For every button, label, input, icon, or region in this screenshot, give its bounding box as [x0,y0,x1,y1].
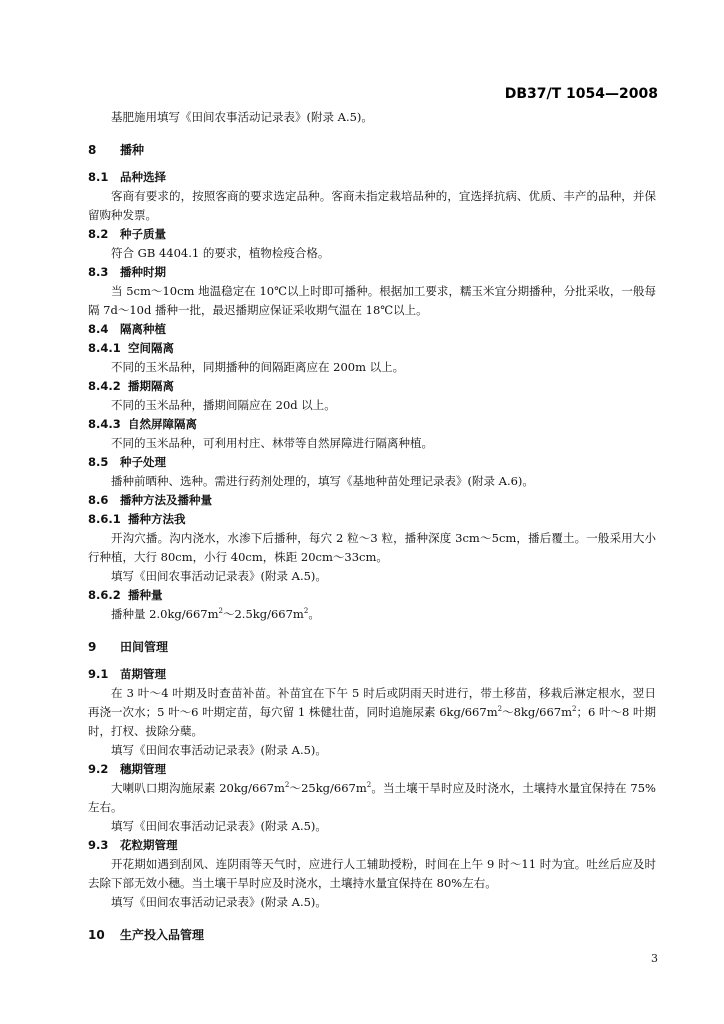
section-heading-8-6-2: 8.6.2 播种量 [88,588,163,602]
section-heading-9-3: 9.3 花粒期管理 [88,838,178,852]
paragraph: 填写《田间农事活动记录表》(附录 A.5)。 [111,895,327,909]
section-heading-8-6: 8.6 播种方法及播种量 [88,493,212,507]
page-number: 3 [651,952,658,965]
section-heading-9-1: 9.1 苗期管理 [88,667,166,681]
paragraph: 不同的玉米品种，播期间隔应在 20d 以上。 [111,398,336,412]
section-heading-8-6-1: 8.6.1 播种方法我 [88,512,186,526]
section-heading-8-5: 8.5 种子处理 [88,455,166,469]
paragraph: 开花期如遇到刮风、连阴雨等天气时，应进行人工辅助授粉，时间在上午 9 时～11 时为宜。吐丝后应及时去除下部无效小穗。当土壤干旱时应及时浇水，土壤持水量宜保持在 80%左右。 [88,857,656,890]
paragraph: 基肥施用填写《田间农事活动记录表》(附录 A.5)。 [111,110,373,124]
section-heading-9-2: 9.2 穗期管理 [88,762,166,776]
paragraph: 填写《田间农事活动记录表》(附录 A.5)。 [111,743,327,757]
section-heading-8-4-1: 8.4.1 空间隔离 [88,341,174,355]
section-heading-10: 10 生产投入品管理 [88,928,205,942]
section-heading-8-1: 8.1 品种选择 [88,170,166,184]
section-heading-8-4-3: 8.4.3 自然屏障隔离 [88,417,197,431]
paragraph: 大喇叭口期沟施尿素 $20kg/667m^2\sim 25kg/667m^2$。当土壤干旱时应及时浇水，土壤持水量宜保持在 75%左右。 [88,781,656,814]
paragraph: 填写《田间农事活动记录表》(附录 A.5)。 [111,569,327,583]
document-body [88,108,656,953]
paragraph: 不同的玉米品种，可利用村庄、林带等自然屏障进行隔离种植。 [111,436,433,450]
paragraph: 开沟穴播。沟内浇水，水渗下后播种，每穴 2 粒～3 粒，播种深度 3cm～5cm，播后覆土。一般采用大小行种植，大行 80cm，小行 40cm，株距 20cm～33cm。 [88,531,656,564]
standard-code: DB37/T 1054—2008 [504,86,658,102]
section-heading-8-2: 8.2 种子质量 [88,227,166,241]
paragraph: 播种量 $2.0kg/667m^2\sim 2.5kg/667m^2$。 [111,607,320,621]
section-heading-8: 8 播种 [88,143,145,157]
paragraph: 在 3 叶～4 叶期及时查苗补苗。补苗宜在下午 5 时后或阴雨天时进行，带土移苗，移栽后淋定根水，翌日再浇一次水；5 叶～6 叶期定苗，每穴留 1 株健壮苗，同时追施尿素 $6kg/667m^2\sim 8kg/667m^2$；6 叶～8 叶期时，打杈、拔除分蘖。 [88,686,656,738]
paragraph: 不同的玉米品种，同期播种的间隔距离应在 200m 以上。 [111,360,405,374]
paragraph: 播种前晒种、选种。需进行药剂处理的，填写《基地种苗处理记录表》(附录 A.6)。 [111,474,534,488]
paragraph: 填写《田间农事活动记录表》(附录 A.5)。 [111,819,327,833]
section-heading-8-4: 8.4 隔离种植 [88,322,166,336]
section-heading-9: 9 田间管理 [88,640,169,654]
section-heading-8-3: 8.3 播种时期 [88,265,166,279]
section-heading-8-4-2: 8.4.2 播期隔离 [88,379,174,393]
paragraph: 客商有要求的，按照客商的要求选定品种。客商未指定栽培品种的，宜选择抗病、优质、丰产的品种，并保留购种发票。 [88,189,656,222]
paragraph: 符合 GB 4404.1 的要求，植物检疫合格。 [111,246,330,260]
paragraph: 当 5cm～10cm 地温稳定在 10℃以上时即可播种。根据加工要求，糯玉米宜分期播种，分批采收，一般每隔 7d～10d 播种一批，最迟播期应保证采收期气温在 18℃以上。 [88,284,656,317]
